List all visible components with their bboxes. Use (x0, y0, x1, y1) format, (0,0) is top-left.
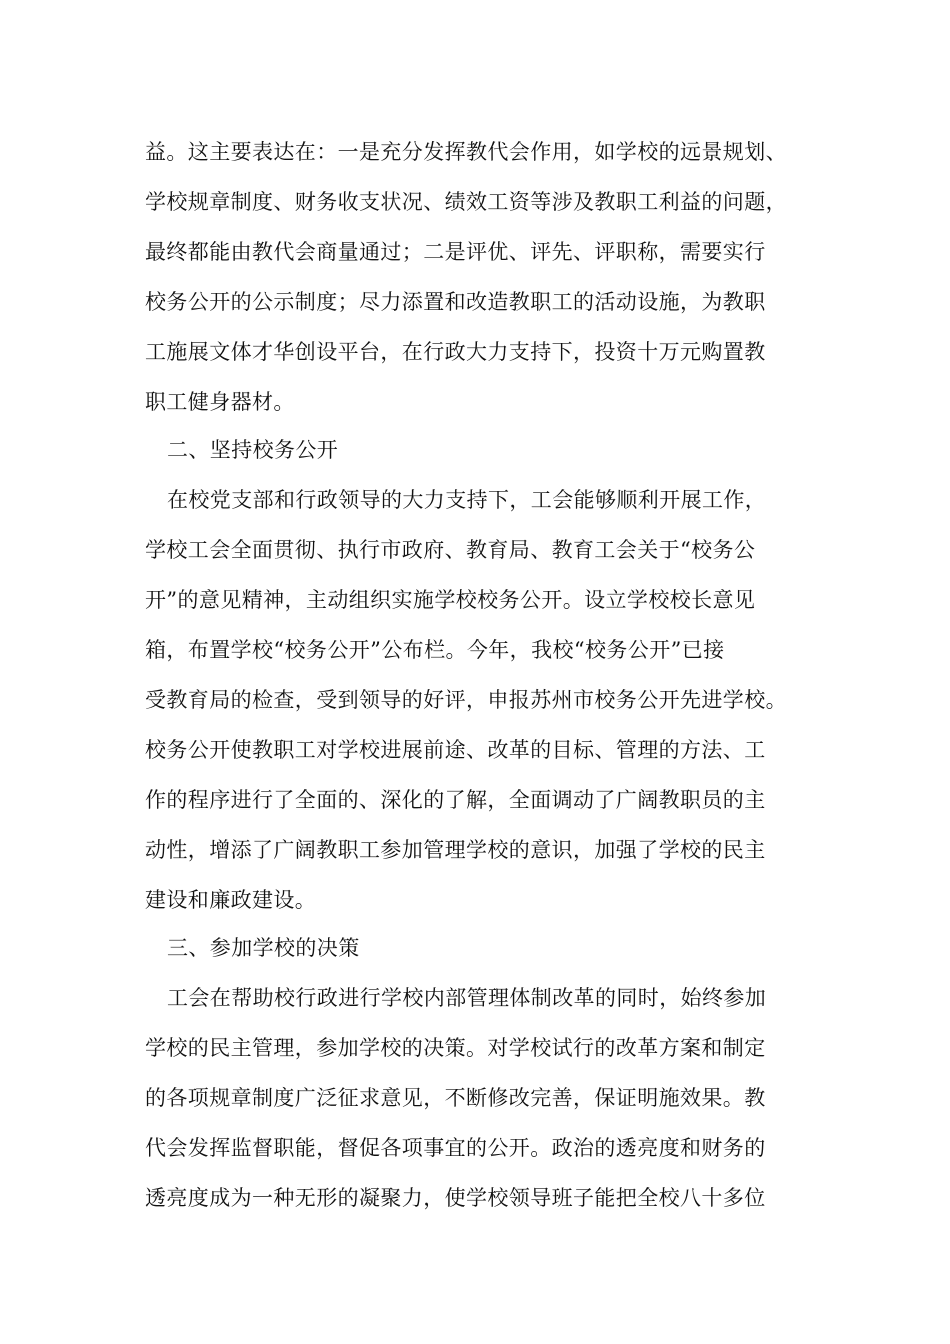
section-heading: 二、坚持校务公开 (167, 438, 339, 462)
body-text-line: 在校党支部和行政领导的大力支持下，工会能够顺利开展工作， (167, 488, 767, 512)
body-text-line: 学校规章制度、财务收支状况、绩效工资等涉及教职工利益的问题， (145, 190, 787, 214)
body-text-line: 受教育局的检查，受到领导的好评，申报苏州市校务公开先进学校。 (145, 688, 787, 712)
body-text-line: 的各项规章制度广泛征求意见，不断修改完善，保证明施效果。教 (145, 1086, 766, 1110)
body-text-line: 动性，增添了广阔教职工参加管理学校的意识，加强了学校的民主 (145, 838, 766, 862)
body-text-line: 建设和廉政建设。 (145, 888, 317, 912)
body-text-line: 校务公开使教职工对学校进展前途、改革的目标、管理的方法、工 (145, 738, 766, 762)
body-text-line: 最终都能由教代会商量通过；二是评优、评先、评职称，需要实行 (145, 240, 766, 264)
body-text-line: 作的程序进行了全面的、深化的了解，全面调动了广阔教职员的主 (145, 788, 766, 812)
body-text-line: 工会在帮助校行政进行学校内部管理体制改革的同时，始终参加 (167, 986, 767, 1010)
body-text-line: 开”的意见精神，主动组织实施学校校务公开。设立学校校长意见 (145, 588, 756, 612)
section-heading: 三、参加学校的决策 (167, 936, 360, 960)
body-text-line: 益。这主要表达在：一是充分发挥教代会作用，如学校的远景规划、 (145, 140, 787, 164)
body-text-line: 校务公开的公示制度；尽力添置和改造教职工的活动设施，为教职 (145, 290, 766, 314)
body-text-line: 工施展文体才华创设平台，在行政大力支持下，投资十万元购置教 (145, 340, 766, 364)
body-text-line: 箱，布置学校“校务公开”公布栏。今年，我校“校务公开”已接 (145, 638, 725, 662)
body-text-line: 学校的民主管理，参加学校的决策。对学校试行的改革方案和制定 (145, 1036, 766, 1060)
body-text-line: 透亮度成为一种无形的凝聚力，使学校领导班子能把全校八十多位 (145, 1186, 766, 1210)
body-text-line: 代会发挥监督职能，督促各项事宜的公开。政治的透亮度和财务的 (145, 1136, 766, 1160)
body-text-line: 职工健身器材。 (145, 390, 295, 414)
body-text-line: 学校工会全面贯彻、执行市政府、教育局、教育工会关于“校务公 (145, 538, 756, 562)
